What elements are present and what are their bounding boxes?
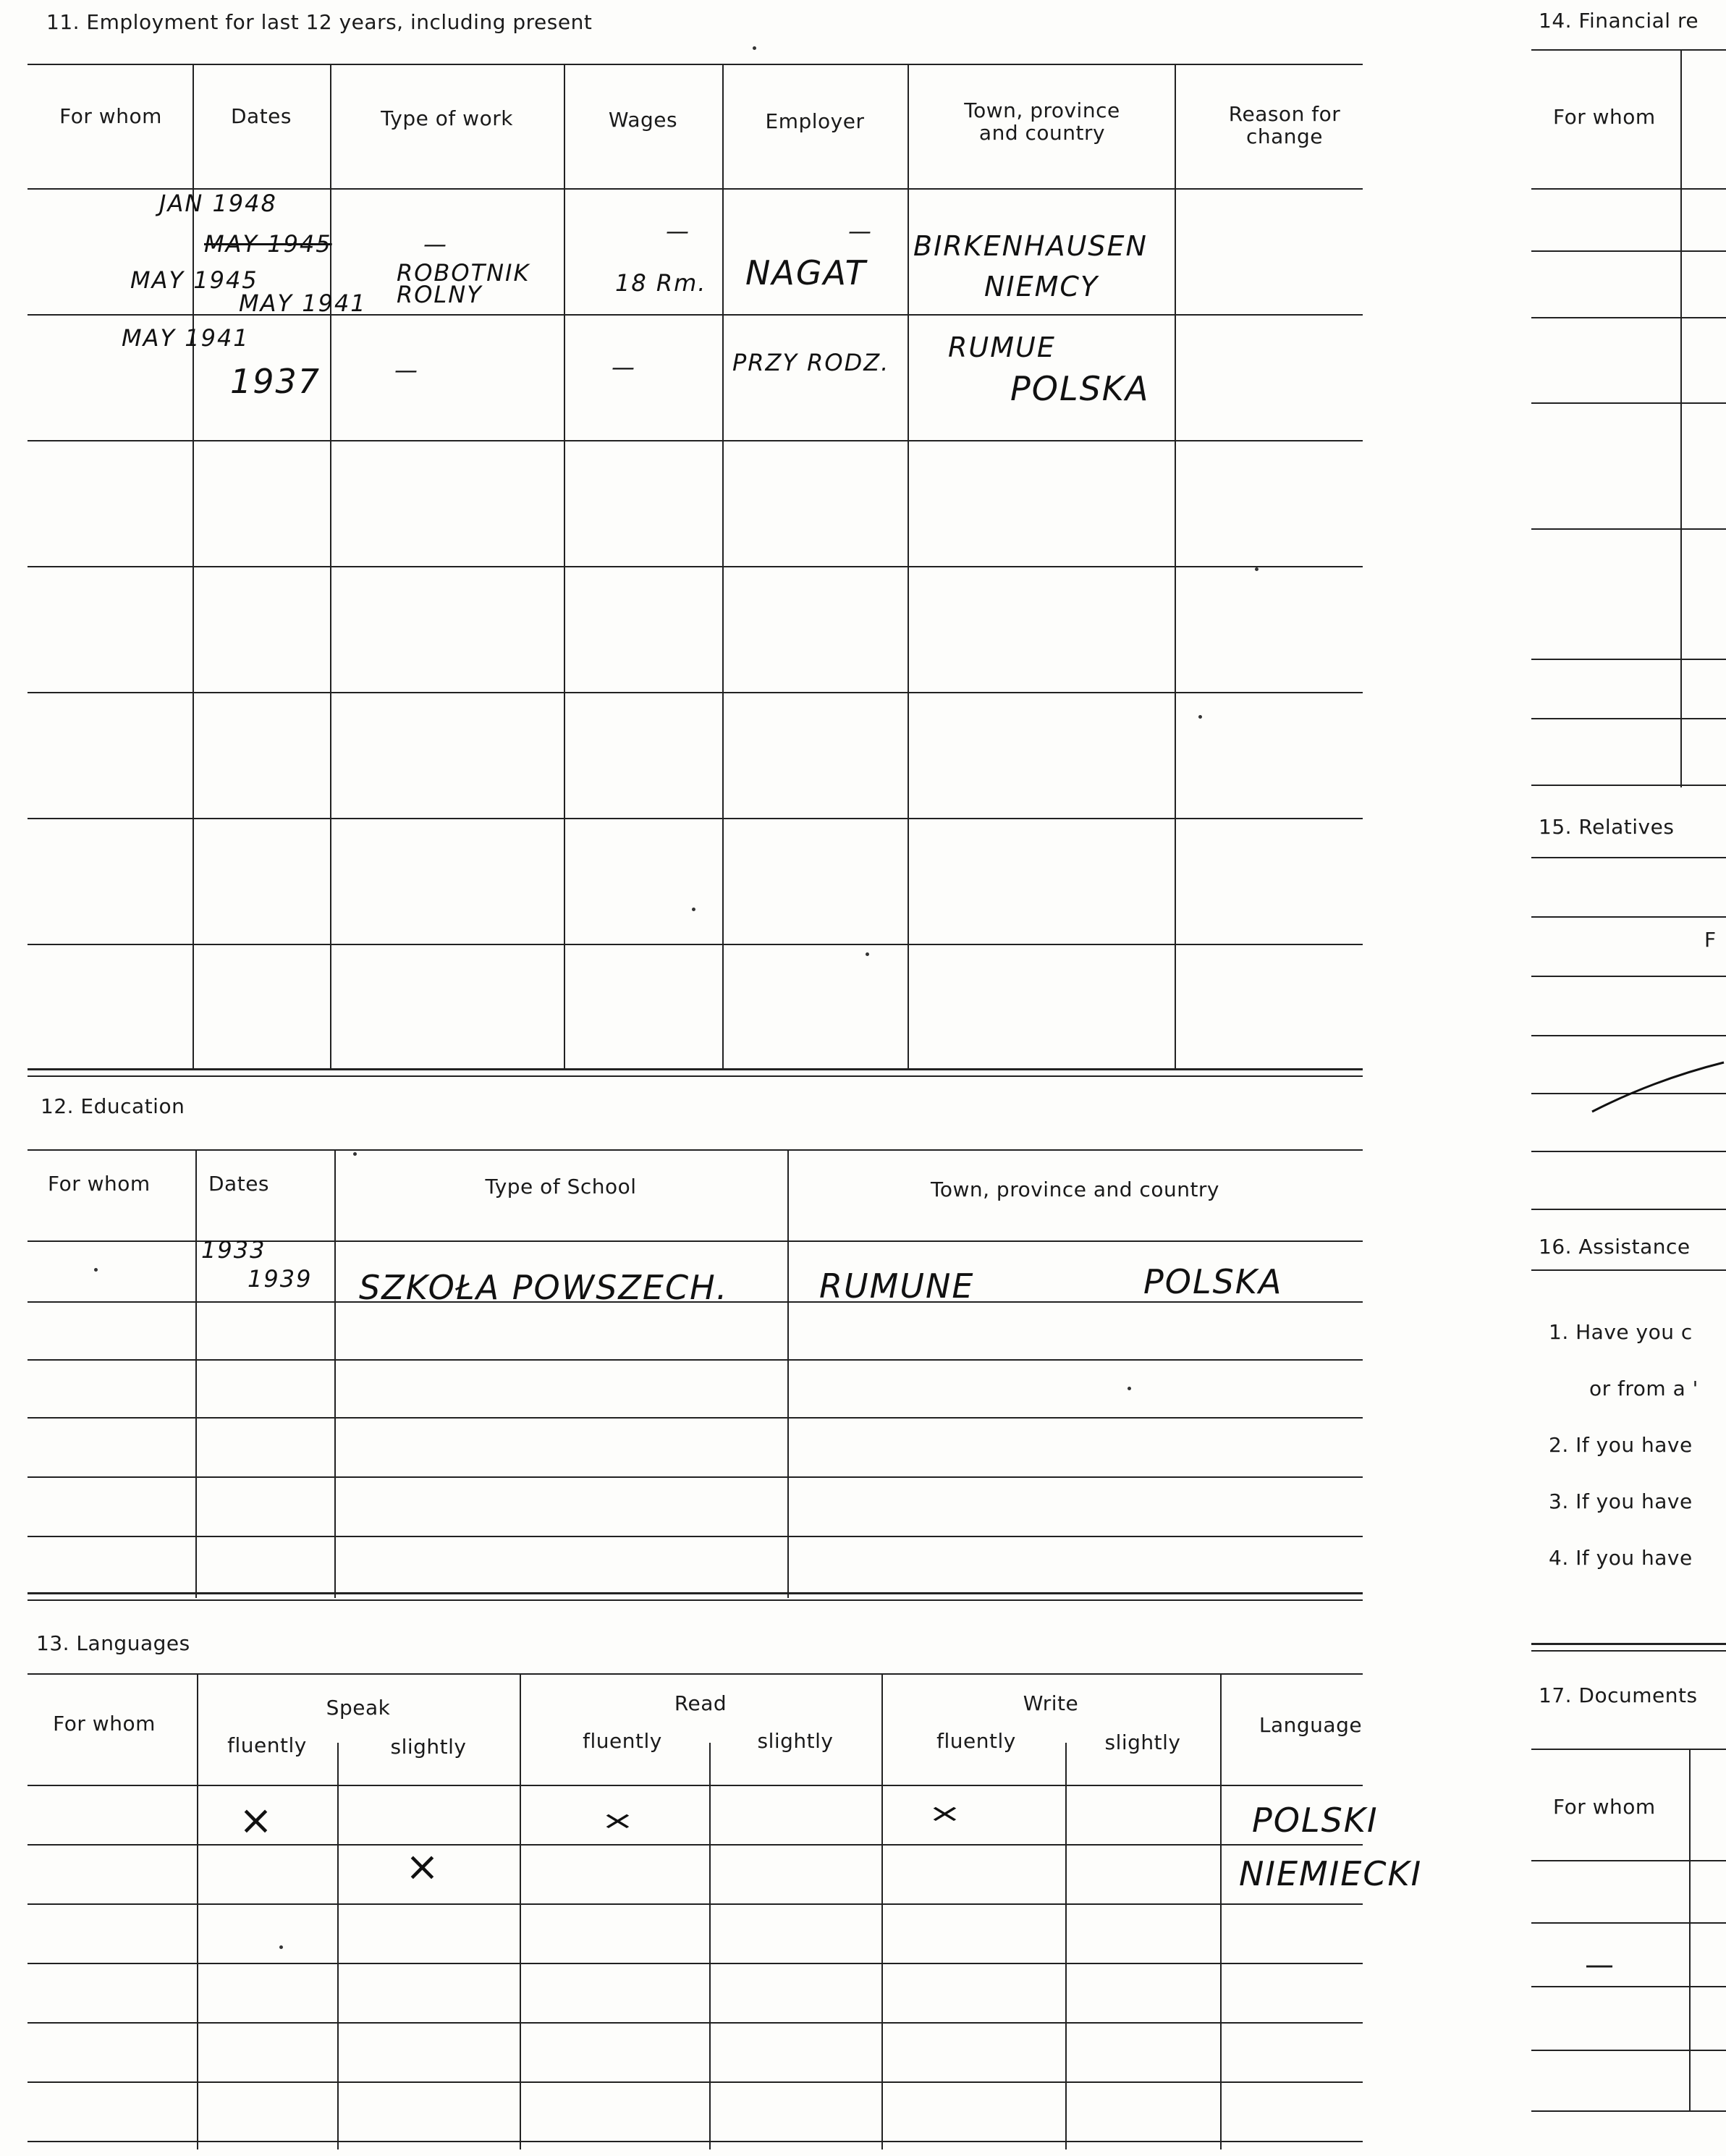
employment-entry-2-date-top: MAY 1941: [122, 324, 250, 352]
languages-header-read: Read: [674, 1691, 727, 1715]
scan-speck: [1255, 567, 1258, 571]
employment-entry-1-employer: NAGAT: [745, 253, 867, 292]
education-top-rule: [28, 1149, 1363, 1151]
languages-subheader-write-slightly: slightly: [1104, 1730, 1181, 1754]
employment-entry-1-town-line2: NIEMCY: [984, 271, 1099, 303]
scan-speck: [753, 46, 756, 50]
education-bottom-rule: [28, 1592, 1363, 1594]
languages-row-rule: [28, 1785, 1363, 1786]
documents-dash: —: [1585, 1948, 1615, 1982]
languages-subheader-write-fluently: fluently: [936, 1729, 1016, 1753]
education-section-title: 12. Education: [41, 1094, 185, 1118]
relatives-strike-mark: [1589, 1058, 1726, 1116]
education-entry-school: SZKOŁA POWSZECH.: [359, 1268, 729, 1307]
right-rule: [1531, 188, 1726, 190]
languages-header-speak: Speak: [326, 1696, 391, 1720]
employment-row-rule: [28, 440, 1363, 441]
employment-header-reason: Reason for change: [1228, 102, 1341, 148]
languages-subheader-read-fluently: fluently: [583, 1729, 662, 1753]
scan-speck: [279, 1945, 283, 1949]
languages-section-title: 13. Languages: [36, 1631, 190, 1655]
assistance-item-4: 4. If you have: [1549, 1546, 1693, 1570]
employment-entry-1-date-bottom: MAY 1945: [130, 266, 258, 294]
education-row-rule: [28, 1417, 1363, 1419]
education-row-rule: [28, 1359, 1363, 1361]
right-rule: [1531, 317, 1726, 318]
right-rule: [1531, 250, 1726, 252]
languages-mark-write-fluently: ×: [928, 1799, 962, 1828]
right-rule: [1531, 49, 1726, 51]
languages-sub-divider: [1065, 1743, 1067, 2149]
employment-header-employer: Employer: [765, 109, 865, 133]
scan-speck: [1128, 1387, 1131, 1390]
languages-row-rule: [28, 2141, 1363, 2142]
assistance-item-1: 1. Have you c: [1549, 1320, 1693, 1344]
languages-header-for-whom: For whom: [53, 1712, 156, 1736]
languages-col-divider: [520, 1673, 521, 2149]
documents-header-for-whom: For whom: [1553, 1795, 1656, 1819]
employment-entry-1-wages: 18 Rm.: [615, 269, 707, 297]
employment-entry-2-type: —: [394, 356, 419, 384]
scan-speck: [94, 1268, 98, 1272]
employment-entry-1-date-mid: MAY 1945: [204, 230, 332, 258]
assistance-section-title: 16. Assistance: [1539, 1235, 1691, 1259]
relatives-section-title: 15. Relatives: [1539, 815, 1675, 839]
education-entry-country: POLSKA: [1143, 1262, 1283, 1301]
employment-top-rule: [28, 64, 1363, 65]
employment-row-rule: [28, 314, 1363, 316]
assistance-item-3: 3. If you have: [1549, 1489, 1693, 1513]
education-entry-date-bottom: 1939: [248, 1265, 313, 1293]
right-rule: [1531, 1650, 1726, 1652]
languages-col-divider: [881, 1673, 883, 2149]
employment-row-rule: [28, 566, 1363, 567]
education-col-divider: [334, 1149, 336, 1598]
languages-row-rule: [28, 1963, 1363, 1964]
employment-entry-1-town-line1: BIRKENHAUSEN: [913, 230, 1148, 262]
languages-row-rule: [28, 1903, 1363, 1905]
employment-header-town: Town, province and country: [964, 98, 1120, 145]
employment-section-title: 11. Employment for last 12 years, including present: [46, 10, 593, 34]
relatives-fragment: F: [1704, 928, 1717, 952]
languages-header-write: Write: [1023, 1691, 1079, 1715]
employment-header-type-of-work: Type of work: [381, 106, 513, 130]
languages-row-rule: [28, 2081, 1363, 2083]
education-header-dates: Dates: [208, 1172, 270, 1196]
right-rule: [1531, 1922, 1726, 1924]
education-header-town: Town, province and country: [931, 1178, 1219, 1201]
right-rule: [1531, 659, 1726, 660]
employment-entry-1-date-top: JAN 1948: [159, 190, 277, 217]
employment-row-rule: [28, 944, 1363, 945]
scan-speck: [866, 952, 869, 956]
employment-entry-2-wages: —: [612, 353, 636, 381]
languages-mark-speak-fluently: ×: [239, 1797, 273, 1844]
languages-mark-speak-slightly: ×: [405, 1843, 439, 1890]
employment-entry-2-town-line2: POLSKA: [1010, 369, 1150, 408]
right-col-divider: [1680, 49, 1682, 787]
languages-mark-read-fluently: ×: [601, 1806, 635, 1835]
languages-top-rule: [28, 1673, 1363, 1675]
employment-entry-1-wages-dash: —: [666, 217, 690, 245]
languages-sub-divider: [337, 1743, 339, 2149]
employment-entry-1-employer-dash: —: [848, 217, 873, 245]
right-rule: [1531, 1035, 1726, 1036]
languages-row-rule: [28, 2022, 1363, 2024]
right-rule: [1531, 1269, 1726, 1271]
employment-entry-2-date-bottom: 1937: [230, 362, 321, 401]
education-header-type-of-school: Type of School: [485, 1175, 637, 1199]
languages-header-language: Language: [1258, 1713, 1363, 1737]
right-rule: [1531, 857, 1726, 858]
languages-sub-divider: [709, 1743, 711, 2149]
right-rule: [1531, 2050, 1726, 2051]
employment-row-rule: [28, 692, 1363, 693]
assistance-item-1b: or from a ': [1589, 1377, 1698, 1400]
education-col-divider: [787, 1149, 789, 1598]
scan-speck: [692, 908, 695, 911]
right-rule: [1531, 402, 1726, 404]
employment-bottom-rule: [28, 1075, 1363, 1077]
employment-header-dates: Dates: [230, 104, 292, 128]
education-row-rule: [28, 1536, 1363, 1537]
right-rule: [1531, 976, 1726, 977]
education-col-divider: [195, 1149, 197, 1598]
assistance-item-2: 2. If you have: [1549, 1433, 1693, 1457]
right-rule: [1531, 1860, 1726, 1861]
languages-row-rule: [28, 1844, 1363, 1846]
employment-entry-1-date-bottom2: MAY 1941: [239, 289, 367, 317]
scan-speck: [1198, 715, 1202, 719]
right-rule: [1531, 785, 1726, 786]
employment-row-rule: [28, 818, 1363, 819]
employment-entry-2-town-line1: RUMUE: [948, 331, 1056, 363]
documents-section-title: 17. Documents: [1539, 1683, 1698, 1707]
languages-subheader-read-slightly: slightly: [757, 1729, 834, 1753]
employment-bottom-rule: [28, 1068, 1363, 1070]
education-bottom-rule: [28, 1599, 1363, 1601]
right-col-divider: [1689, 1749, 1691, 2110]
right-rule: [1531, 528, 1726, 530]
right-rule: [1531, 2110, 1726, 2112]
right-rule: [1531, 1643, 1726, 1645]
languages-subheader-speak-fluently: fluently: [227, 1733, 307, 1757]
financial-header-for-whom: For whom: [1553, 105, 1656, 129]
employment-header-for-whom: For whom: [59, 104, 162, 128]
languages-col-divider: [1220, 1673, 1222, 2149]
education-entry-date-top: 1933: [201, 1236, 266, 1264]
scan-speck: [353, 1152, 357, 1156]
right-rule: [1531, 1749, 1726, 1750]
education-header-for-whom: For whom: [48, 1172, 151, 1196]
right-rule: [1531, 916, 1726, 918]
employment-entry-1-type: ROBOTNIK ROLNY: [397, 259, 530, 308]
education-row-rule: [28, 1476, 1363, 1478]
languages-row-2-language: NIEMIECKI: [1239, 1854, 1423, 1893]
right-rule: [1531, 1209, 1726, 1210]
education-entry-town: RUMUNE: [819, 1267, 975, 1306]
employment-header-wages: Wages: [608, 108, 678, 132]
right-rule: [1531, 1986, 1726, 1987]
financial-section-title: 14. Financial re: [1539, 9, 1699, 33]
employment-entry-2-employer: PRZY RODZ.: [732, 349, 890, 376]
right-rule: [1531, 718, 1726, 719]
languages-subheader-speak-slightly: slightly: [390, 1735, 467, 1759]
right-rule: [1531, 1151, 1726, 1152]
languages-row-1-language: POLSKI: [1252, 1801, 1379, 1840]
employment-entry-1-type-dash: —: [423, 230, 448, 258]
